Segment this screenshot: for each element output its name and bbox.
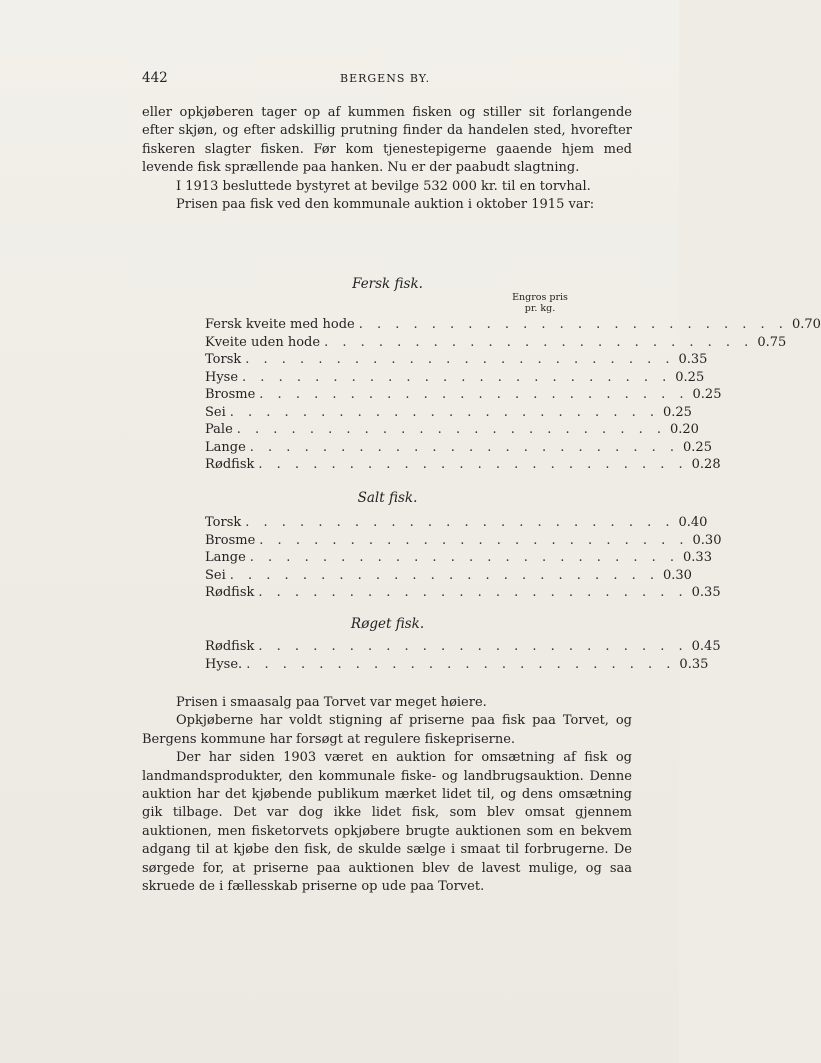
- fish-price: 0.25: [675, 369, 705, 385]
- paragraph: I 1913 besluttede bystyret at bevilge 532 000 kr. til en torvhal.: [176, 178, 591, 194]
- table-row: Torsk . . . . . . . . . . . . . . . . . . . . . . . . 0.40: [205, 515, 708, 530]
- fish-price: 0.25: [663, 404, 692, 420]
- fish-name: Sei: [205, 567, 226, 583]
- table-row: Rødfisk . . . . . . . . . . . . . . . . . . . . . . . . 0.45: [205, 639, 721, 654]
- table-row: Rødfisk . . . . . . . . . . . . . . . . . . . . . . . . 0.28: [205, 457, 721, 472]
- paragraph: Prisen i smaasalg paa Torvet var meget høiere.: [176, 695, 487, 710]
- fish-price: 0.30: [663, 567, 692, 583]
- column-header: Engros pris pr. kg.: [512, 292, 568, 314]
- fish-price: 0.45: [691, 639, 721, 654]
- paragraph: eller opkjøberen tager op af kummen fisken og stiller sit forlangende efter skjøn, og efter adskillig prutning finder da handelen sted, hvorefter fiskeren slagter fisken. Før kom tjenestepigerne gaaende hjem med levende fisk sprællende paa hanken. Nu er der paabudt slagtning.: [142, 105, 632, 176]
- fish-price: 0.28: [691, 457, 721, 472]
- fish-name: Lange: [205, 439, 246, 455]
- fish-name: Fersk kveite med hode: [205, 317, 355, 332]
- fish-name: Hyse: [205, 369, 239, 385]
- table-row: Kveite uden hode . . . . . . . . . . . . . . . . . . . . . . . . 0.75: [205, 334, 787, 350]
- page-number: 442: [142, 70, 168, 86]
- fish-price: 0.40: [678, 515, 708, 530]
- section-title-salted: Salt fisk.: [357, 490, 418, 506]
- table-row: Pale . . . . . . . . . . . . . . . . . . . . . . . . 0.20: [205, 422, 699, 437]
- fish-name: Rødfisk: [205, 585, 255, 600]
- running-title: BERGENS BY.: [340, 72, 431, 85]
- fish-name: Lange: [205, 550, 246, 565]
- paragraph: Prisen paa fisk ved den kommunale auktion i oktober 1915 var:: [176, 197, 595, 213]
- table-row: Lange . . . . . . . . . . . . . . . . . . . . . . . . 0.25: [205, 439, 712, 455]
- fish-name: Torsk: [205, 352, 242, 367]
- fish-name: Brosme: [205, 532, 256, 548]
- closing-text: [142, 694, 632, 896]
- fish-price: 0.33: [683, 550, 712, 565]
- table-row: Rødfisk . . . . . . . . . . . . . . . . . . . . . . . . 0.35: [205, 585, 721, 600]
- table-row: Sei . . . . . . . . . . . . . . . . . . . . . . . . 0.25: [205, 404, 692, 420]
- fish-price: 0.35: [678, 352, 708, 367]
- fish-price: 0.25: [683, 439, 712, 455]
- section-title-fresh: Fersk fisk.: [352, 276, 423, 292]
- paragraph: Opkjøberne har voldt stigning af priserne paa fisk paa Torvet, og Bergens kommune har forsøgt at regulere fiskepriserne.: [142, 713, 632, 747]
- fish-price: 0.70: [791, 317, 821, 332]
- fish-price: 0.25: [692, 387, 722, 402]
- fish-price: 0.35: [679, 656, 709, 672]
- fish-name: Hyse.: [205, 656, 243, 672]
- table-row: Brosme . . . . . . . . . . . . . . . . . . . . . . . . 0.30: [205, 532, 722, 548]
- section-title-smoked: Røget fisk.: [350, 616, 425, 632]
- fish-price: 0.20: [670, 422, 699, 437]
- fish-name: Pale: [205, 422, 233, 437]
- table-row: Torsk . . . . . . . . . . . . . . . . . . . . . . . . 0.35: [205, 352, 708, 367]
- fish-name: Brosme: [205, 387, 256, 402]
- paragraph: Der har siden 1903 været en auktion for omsætning af fisk og landmandsprodukter, den kommunale fiske- og landbrugsauktion. Denne auktion har det kjøbende publikum mærket lidet til, og dens omsætning gik tilbage. Det var dog ikke lidet fisk, som blev omsat gjennem auktionen, men fisketorvets opkjøbere brugte auktionen som en bekvem adgang til at kjøbe den fisk, de skulde sælge i smaat til forbrugerne. De sørgede for, at priserne paa auktionen blev de lavest mulige, og saa skruede de i fællesskab priserne op ude paa Torvet.: [142, 750, 632, 895]
- fish-name: Rødfisk: [205, 639, 255, 654]
- fish-price: 0.30: [692, 532, 722, 548]
- fish-price: 0.75: [757, 334, 787, 350]
- fish-price: 0.35: [691, 585, 721, 600]
- table-row: Lange . . . . . . . . . . . . . . . . . . . . . . . . 0.33: [205, 550, 712, 565]
- fish-name: Sei: [205, 404, 226, 420]
- table-row: Fersk kveite med hode . . . . . . . . . . . . . . . . . . . . . . . . 0.70: [205, 317, 821, 332]
- table-row: Sei . . . . . . . . . . . . . . . . . . . . . . . . 0.30: [205, 567, 692, 583]
- table-row: Brosme . . . . . . . . . . . . . . . . . . . . . . . . 0.25: [205, 387, 722, 402]
- intro-text: [142, 104, 632, 214]
- table-row: Hyse. . . . . . . . . . . . . . . . . . . . . . . . . 0.35: [205, 656, 709, 672]
- fish-name: Rødfisk: [205, 457, 255, 472]
- table-row: Hyse . . . . . . . . . . . . . . . . . . . . . . . . 0.25: [205, 369, 705, 385]
- fish-name: Torsk: [205, 515, 242, 530]
- fish-name: Kveite uden hode: [205, 334, 321, 350]
